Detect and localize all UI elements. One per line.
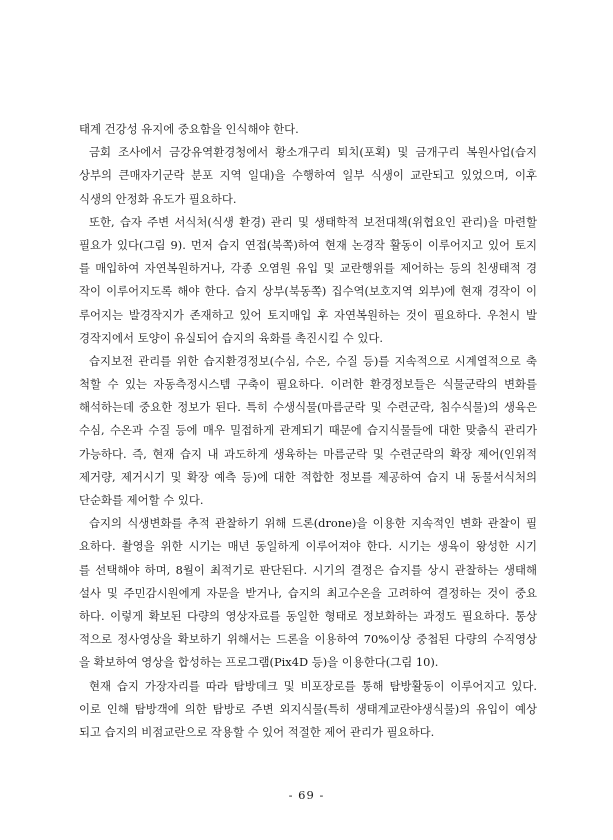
text-line: 상부의 큰매자기군락 분포 지역 일대)을 수행하여 일부 식생이 교란되고 있었으며, 이후 [79, 168, 537, 183]
text-line: 수심, 수온과 수질 등에 매우 밀접하게 관계되기 때문에 습지식물들에 대한 맞춤식 관리가 [79, 423, 537, 438]
body-text [79, 118, 537, 744]
text-line: 금회 조사에서 금강유역환경청에서 황소개구리 퇴치(포획) 및 금개구리 복원사업(습지 [89, 145, 537, 160]
text-line: 를 매입하여 자연복원하거나, 각종 오염원 유입 및 교란행위를 제어하는 등의 친생태적 경 [79, 261, 537, 276]
text-line: 하다. 이렇게 확보된 다량의 영상자료를 동일한 형태로 정보화하는 과정도 필요하다. 통상 [79, 608, 537, 623]
text-line: 식생의 안정화 유도가 필요하다. [79, 191, 237, 206]
text-line: 루어지는 발경작지가 존재하고 있어 토지매입 후 자연복원하는 것이 필요하다. 우천시 발 [79, 307, 537, 322]
text-line: 제거량, 제거시기 및 확장 예측 등)에 대한 적합한 정보를 제공하여 습지 내 동물서식처의 [79, 469, 537, 484]
text-line: 단순화를 제어할 수 있다. [79, 493, 204, 507]
text-line: 현재 습지 가장자리를 따라 탐방데크 및 비포장로를 통해 탐방활동이 이루어지고 있다. [89, 678, 537, 693]
text-line: 습지의 식생변화를 추적 관찰하기 위해 드론(drone)을 이용한 지속적인 변화 관찰이 필 [89, 516, 537, 531]
text-line: 태계 건강성 유지에 중요함을 인식해야 한다. [79, 122, 299, 136]
text-line: 습지보전 관리를 위한 습지환경정보(수심, 수온, 수질 등)를 지속적으로 시계열적으로 축 [89, 353, 537, 368]
text-line: 또한, 습자 주변 서식처(식생 환경) 관리 및 생태학적 보전대책(위협요인 관리)을 마련할 [89, 214, 537, 229]
text-line: 설사 및 주민감시원에게 자문을 받거나, 습지의 최고수온을 고려하여 결정하는 것이 중요 [79, 585, 537, 600]
text-line: 경작지에서 토양이 유실되어 습지의 육화를 촉진시킬 수 있다. [79, 330, 384, 345]
text-line: 를 선택해야 하며, 8월이 최적기로 판단된다. 시기의 결정은 습지를 상시 관찰하는 생태해 [79, 562, 537, 577]
text-line: 가능하다. 즉, 현재 습지 내 과도하게 생육하는 마름군락 및 수련군락의 확장 제어(인위적 [79, 446, 537, 461]
text-line: 해석하는데 중요한 정보가 된다. 특히 수생식물(마름군락 및 수련군락, 침수식물)의 생육은 [79, 400, 537, 415]
text-line: 을 확보하여 영상을 합성하는 프로그램(Pix4D 등)을 이용한다(그림 10). [79, 655, 439, 670]
text-line: 요하다. 촬영을 위한 시기는 매년 동일하게 이루어져야 한다. 시기는 생육이 왕성한 시기 [79, 539, 537, 554]
text-line: 척할 수 있는 자동측정시스템 구축이 필요하다. 이러한 환경정보들은 식물군락의 변화를 [79, 377, 537, 392]
page-number: - 69 - [288, 788, 325, 802]
text-line: 필요가 있다(그림 9). 먼저 습지 연접(북쪽)하여 현재 논경작 활동이 이루어지고 있어 토지 [79, 237, 537, 252]
text-line: 적으로 정사영상을 확보하기 위해서는 드론을 이용하여 70%이상 중첩된 다량의 수직영상 [79, 632, 537, 647]
text-line: 이로 인해 탐방객에 의한 탐방로 주변 외지식물(특히 생태계교란야생식물)의 유입이 예상 [79, 701, 537, 716]
text-line: 작이 이루어지도록 해야 한다. 습지 상부(북동쪽) 집수역(보호지역 외부)에 현재 경작이 이 [79, 284, 537, 299]
text-line: 되고 습지의 비점교란으로 작용할 수 있어 적절한 제어 관리가 필요하다. [79, 724, 435, 739]
